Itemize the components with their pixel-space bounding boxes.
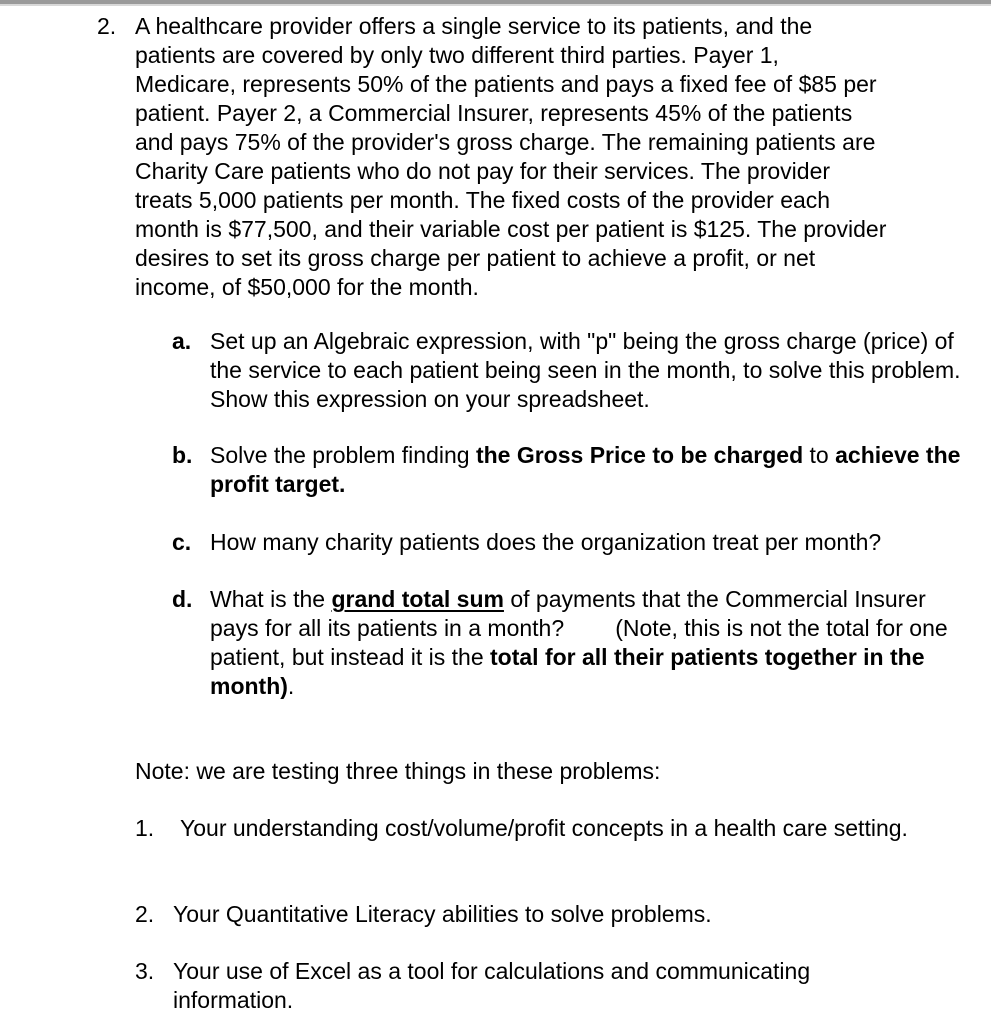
- part-d-text-middle: of payments that the Commercial Insurer pays for all its patients in a month? (Note, this is not the total for one patient, but instead it is the: [210, 586, 955, 670]
- part-b-text-middle: to: [803, 442, 836, 468]
- note-item-number: 1.: [135, 815, 155, 841]
- problem-number: 2.: [97, 13, 117, 39]
- part-d-text-after: .: [287, 673, 295, 699]
- part-a: [172, 327, 962, 414]
- part-b-text: [210, 441, 962, 499]
- part-c: [172, 528, 962, 557]
- part-d: [172, 585, 962, 701]
- part-d-text: [210, 585, 962, 701]
- note-item-text: Your use of Excel as a tool for calculations and communicating information.: [173, 958, 811, 1013]
- part-a-letter: a.: [172, 328, 192, 354]
- part-c-text: How many charity patients does the organization treat per month?: [210, 529, 882, 555]
- note-item: [135, 957, 935, 1015]
- part-b-bold-gross-price: the Gross Price to be charged: [475, 442, 804, 468]
- note-item: [135, 900, 935, 929]
- part-c-letter: c.: [172, 529, 192, 555]
- part-d-bold-total-all: total for all their patients together in the month): [210, 644, 925, 699]
- note-item-number: 3.: [135, 958, 155, 984]
- part-a-text: Set up an Algebraic expression, with "p" being the gross charge (price) of the service to each patient being seen in the month, to solve this problem. Show this expression on your spreadsheet.: [210, 328, 961, 412]
- note-heading: Note: we are testing three things in these problems:: [135, 758, 661, 784]
- problem-statement: A healthcare provider offers a single service to its patients, and the patients are covered by only two different third parties. Payer 1, Medicare, represents 50% of the patients and pays a fixed fee of $85 per patient. Payer 2, a Commercial Insurer, represents 45% of the patients and pays 75% of the provider's gross charge. The remaining patients are Charity Care patients who do not pay for their services. The provider treats 5,000 patients per month. The fixed costs of the provider each month is $77,500, and their variable cost per patient is $125. The provider desires to set its gross charge per patient to achieve a profit, or net income, of $50,000 for the month.: [135, 13, 887, 300]
- part-b: [172, 441, 962, 499]
- part-b-letter: b.: [172, 442, 193, 468]
- part-b-bold-profit-target: achieve the profit target.: [210, 442, 961, 497]
- note-item: [135, 814, 935, 843]
- note-item-number: 2.: [135, 901, 155, 927]
- top-border-shadow: [0, 4, 991, 6]
- part-b-text-before: Solve the problem finding: [210, 442, 476, 468]
- part-d-underlined-grand-total: grand total sum: [331, 586, 504, 612]
- note-item-text: Your understanding cost/volume/profit concepts in a health care setting.: [180, 815, 908, 841]
- part-d-letter: d.: [172, 586, 193, 612]
- part-d-text-before: What is the: [210, 586, 332, 612]
- note-item-text: Your Quantitative Literacy abilities to solve problems.: [173, 901, 712, 927]
